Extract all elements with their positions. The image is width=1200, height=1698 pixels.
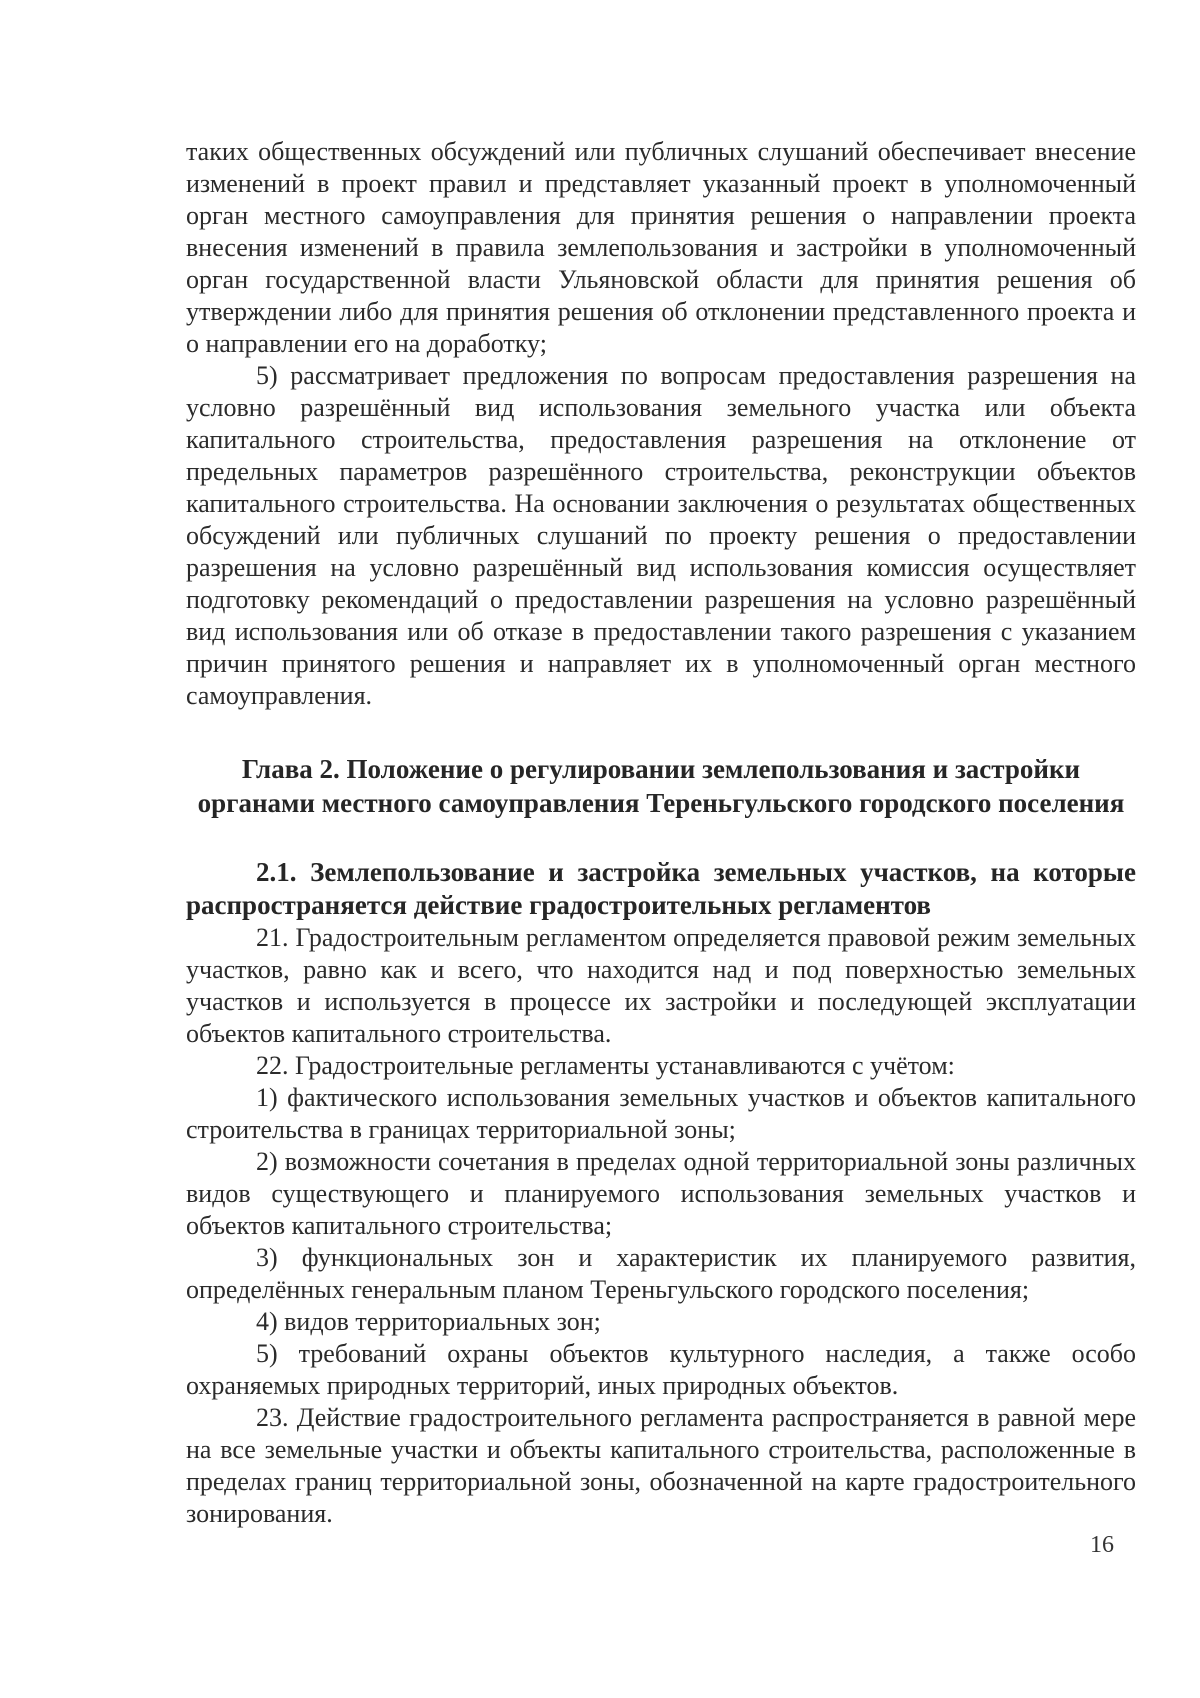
document-page bbox=[186, 136, 1136, 1530]
section-heading: 2.1. Землепользование и застройка земельных участков, на которые распространяется действие градостроительных регламентов bbox=[186, 857, 1136, 920]
paragraph-item-5-commission: 5) рассматривает предложения по вопросам предоставления разрешения на условно разрешённый вид использования земельного участка или объекта капитального строительства, предоставления разрешения на отклонение от предельных параметров разрешённого строительства, реконструкции объектов капитального строительства. На основании заключения о результатах общественных обсуждений или публичных слушаний по проекту решения о предоставлении разрешения на условно разрешённый вид использования комиссия осуществляет подготовку рекомендаций о предоставлении разрешения на условно разрешённый вид использования или об отказе в предоставлении такого разрешения с указанием причин принятого решения и направляет их в уполномоченный орган местного самоуправления. bbox=[186, 361, 1136, 710]
list-item-4: 4) видов территориальных зон; bbox=[256, 1307, 601, 1336]
paragraph-21: 21. Градостроительным регламентом определяется правовой режим земельных участков, равно как и всего, что находится над и под поверхностью земельных участков и используется в процессе их застройки и последующей эксплуатации объектов капитального строительства. bbox=[186, 923, 1136, 1048]
paragraph-continuation: таких общественных обсуждений или публичных слушаний обеспечивает внесение изменений в проект правил и представляет указанный проект в уполномоченный орган местного самоуправления для принятия решения о направлении проекта внесения изменений в правила землепользования и застройки в уполномоченный орган государственной власти Ульяновской области для принятия решения об утверждении либо для принятия решения об отклонении представленного проекта и о направлении его на доработку; bbox=[186, 137, 1136, 358]
chapter-heading: Глава 2. Положение о регулировании землепользования и застройки органами местного самоуправления Тереньгульского городского поселения bbox=[197, 754, 1125, 818]
list-item-2: 2) возможности сочетания в пределах одной территориальной зоны различных видов существующего и планируемого использования земельных участков и объектов капитального строительства; bbox=[186, 1147, 1136, 1240]
paragraph-22: 22. Градостроительные регламенты устанавливаются с учётом: bbox=[256, 1051, 955, 1080]
list-item-5: 5) требований охраны объектов культурного наследия, а также особо охраняемых природных территорий, иных природных объектов. bbox=[186, 1339, 1136, 1400]
paragraph-23: 23. Действие градостроительного регламента распространяется в равной мере на все земельные участки и объекты капитального строительства, расположенные в пределах границ территориальной зоны, обозначенной на карте градостроительного зонирования. bbox=[186, 1403, 1136, 1528]
page-number: 16 bbox=[1090, 1532, 1114, 1558]
list-item-3: 3) функциональных зон и характеристик их планируемого развития, определённых генеральным планом Тереньгульского городского поселения; bbox=[186, 1243, 1136, 1304]
list-item-1: 1) фактического использования земельных участков и объектов капитального строительства в границах территориальной зоны; bbox=[186, 1083, 1136, 1144]
